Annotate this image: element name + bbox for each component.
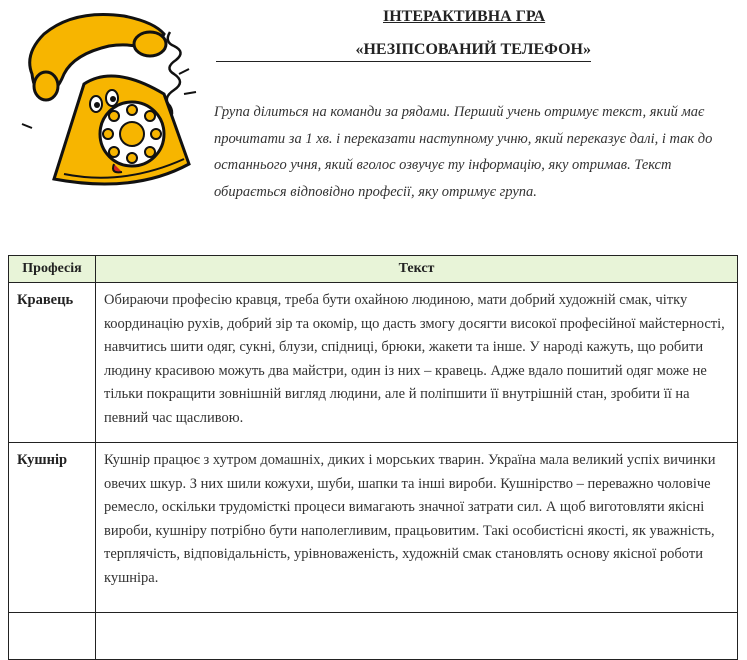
header-profession: Професія xyxy=(9,256,96,283)
profession-name: Кравець xyxy=(9,283,96,443)
game-description: Група ділиться на команди за рядами. Перший учень отримує текст, який має прочитати за 1 хв. і переказати наступному учню, який переказує далі, і так до останнього учня, який вголос озвучує ту інформацію, яку отримав. Текст обирається відповідно професії, яку отримує група. xyxy=(214,104,713,200)
page-title: ІНТЕРАКТИВНА ГРА xyxy=(383,8,546,25)
game-name: «НЕЗІПСОВАНИЙ ТЕЛЕФОН» xyxy=(216,40,591,62)
table-row xyxy=(9,443,738,613)
professions-table xyxy=(8,255,738,660)
telephone-illustration xyxy=(14,4,204,190)
table-row xyxy=(9,283,738,443)
header-text: Текст xyxy=(96,256,738,283)
table-row xyxy=(9,613,738,660)
table-header-row xyxy=(9,256,738,283)
profession-name: Кушнір xyxy=(9,443,96,613)
profession-name xyxy=(9,613,96,660)
profession-text: Кушнір працює з хутром домашніх, диких і морських тварин. Україна мала великий успіх вичинки овечих шкур. З них шили кожухи, шуби, шапки та інші вироби. Кушнірство – переважно чоловіче ремесло, оскільки трудомісткі процеси вимагають значної затрати сил. А щоб виготовляти якісні вироби, кушніру потрібно бути наполегливим, працьовитим. Такі особистісні якості, як уважність, терплячість, відповідальність, урівноваженість, художній смак становлять основу якісної роботи кушніра. xyxy=(96,443,738,613)
profession-text xyxy=(96,613,738,660)
profession-text: Обираючи професію кравця, треба бути охайною людиною, мати добрий художній смак, чітку координацію рухів, добрий зір та окомір, що дасть змогу досягти високої професійної майстерності, навчитись шити одяг, сукні, блузи, спідниці, брюки, жакети та інше. У народі кажуть, що робити людину красивою можуть два майстри, один із них – кравець. Адже вдало пошитий одяг може не тільки покращити зовнішній вигляд людини, але й поліпшити її внутрішній стан, зробити її на певний час щасливою. xyxy=(96,283,738,443)
